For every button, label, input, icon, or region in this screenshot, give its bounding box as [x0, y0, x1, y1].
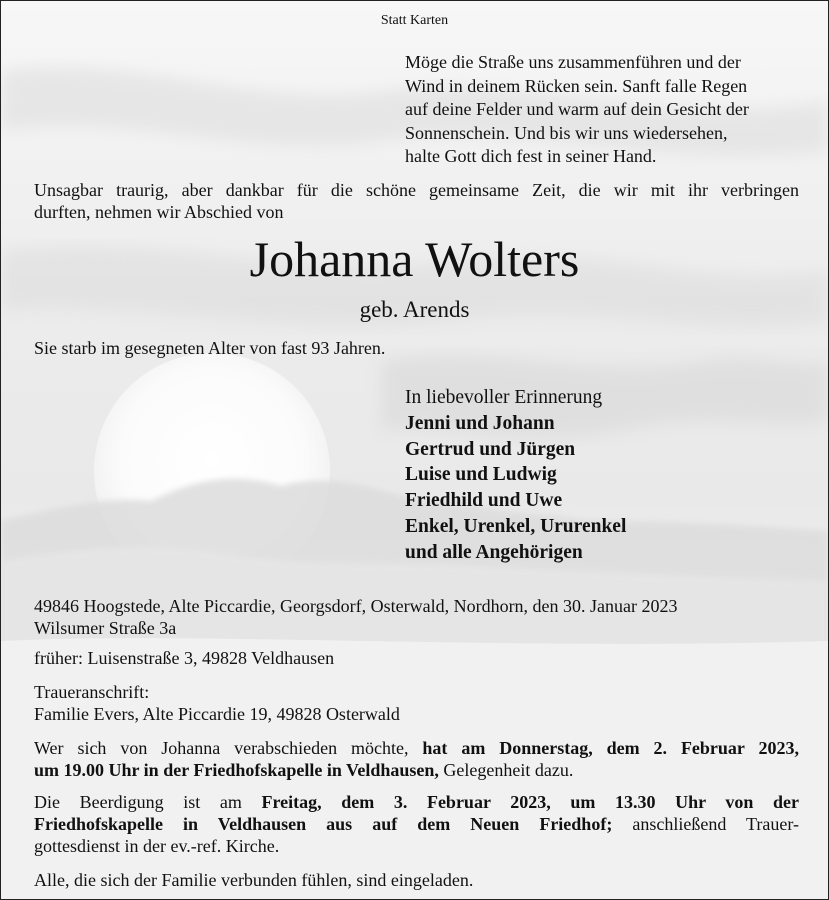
poem-line: Sonnenschein. Und bis wir uns wiedersehen, [405, 122, 728, 143]
mourning-address-label: Traueranschrift: [34, 682, 150, 702]
funeral-text: anschließend Trauer- [632, 814, 799, 834]
intro-line: Unsagbar traurig, aber dankbar für die schöne gemeinsame Zeit, die wir mit ihr verbringen [34, 180, 799, 200]
funeral-line [34, 813, 799, 835]
family-member: Luise und Ludwig [405, 464, 557, 486]
farewell-paragraph [34, 737, 799, 781]
funeral-date-time: Freitag, dem 3. Februar 2023, um 13.30 Uhr von der [261, 792, 799, 812]
funeral-line: gottesdienst in der ev.-ref. Kirche. [34, 836, 280, 856]
address-line: 49846 Hoogstede, Alte Piccardie, Georgsdorf, Osterwald, Nordhorn, den 30. Januar 2023 [34, 596, 678, 616]
intro-paragraph [34, 179, 799, 223]
poem-line: auf deine Felder und warm auf dein Gesicht der [405, 99, 749, 119]
family-heading: In liebevoller Erinnerung [405, 387, 603, 408]
closing-text: Alle, die sich der Familie verbunden fühlen, sind eingeladen. [34, 870, 474, 890]
intro-line: durften, nehmen wir Abschied von [34, 202, 284, 222]
family-member: und alle Angehörigen [405, 541, 583, 563]
farewell-time-place: um 19.00 Uhr in der Friedhofskapelle in Veldhausen, [34, 760, 439, 780]
family-block [405, 385, 626, 566]
family-member: Gertrud und Jürgen [405, 438, 576, 460]
farewell-date: hat am Donnerstag, dem 2. Februar 2023, [422, 738, 800, 758]
poem-line: halte Gott dich fest in seiner Hand. [405, 146, 657, 166]
deceased-name: Johanna Wolters [249, 231, 580, 287]
farewell-text: Gelegenheit dazu. [443, 760, 574, 780]
family-member: Jenni und Johann [405, 412, 555, 434]
family-member: Friedhild und Uwe [405, 490, 563, 512]
birth-name: geb. Arends [359, 297, 470, 322]
funeral-paragraph [34, 791, 799, 857]
funeral-place: Friedhofskapelle in Veldhausen aus auf dem Neuen Friedhof; [34, 814, 613, 834]
farewell-line [34, 737, 799, 759]
funeral-text: Die Beerdigung ist am [34, 792, 242, 812]
poem [405, 51, 815, 169]
mourning-address [34, 681, 400, 725]
former-address: früher: Luisenstraße 3, 49828 Veldhausen [34, 648, 335, 668]
mourning-address-value: Familie Evers, Alte Piccardie 19, 49828 Osterwald [34, 704, 400, 724]
funeral-line [34, 791, 799, 813]
family-members [405, 411, 626, 566]
farewell-text: Wer sich von Johanna verabschieden möchte, [34, 738, 409, 758]
address-line: Wilsumer Straße 3a [34, 618, 177, 638]
age-statement: Sie starb im gesegneten Alter von fast 93 Jahren. [34, 338, 386, 358]
header-text: Statt Karten [380, 13, 449, 28]
farewell-line [34, 759, 799, 781]
poem-line: Möge die Straße uns zusammenführen und der [405, 52, 741, 72]
family-member: Enkel, Urenkel, Ururenkel [405, 515, 627, 537]
address-block [34, 595, 678, 639]
poem-line: Wind in deinem Rücken sein. Sanft falle Regen [405, 75, 748, 96]
